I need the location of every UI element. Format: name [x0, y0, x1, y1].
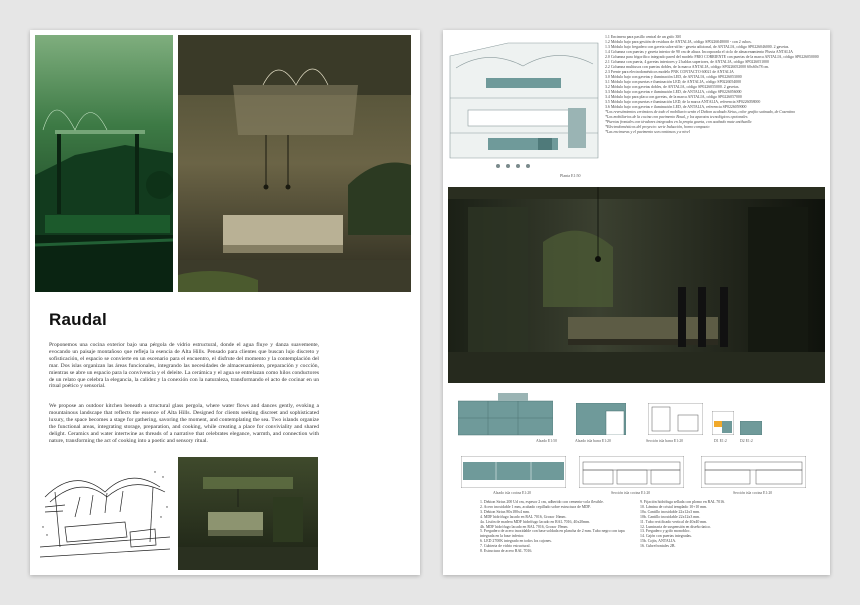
legend-item: 10. Lámina de cristal templado 10+10 mm. [640, 504, 708, 509]
legend-item: 4b. MDF hidrófugo lacado en RAL 7016, Grosor 19mm. [480, 524, 569, 529]
legend-item: *Puertas frontales con tiradores integrados en la propia gaveta, con acabado mate antihuella [605, 120, 752, 124]
left-page [30, 30, 420, 575]
legend-item: *Los revestimientos cerámicos de todo el mobiliario serán el Dekton acabado Sirius, color grafito satinado, de Cosentino [605, 110, 796, 114]
project-title: Raudal [49, 310, 107, 329]
floor-plan-drawing [448, 38, 600, 181]
detail-caption: D2 E1:2 [740, 439, 753, 443]
elevation-drawing [576, 403, 626, 435]
legend-item: 16. Cubrefrontales 2B. [640, 544, 676, 549]
legend-item: 1.4 Columna con puertas y gaveta interior de 90 cm de altura. Incorporada el ciclo de almacenamiento Pluvia ANTALIA [605, 50, 793, 54]
detail-drawing [740, 421, 762, 435]
legend-list-top [605, 35, 825, 183]
elevation-caption: Alzado isla cocina E1:20 [493, 491, 532, 495]
night-render-image [448, 187, 825, 383]
legend-item: 3.5 Módulo bajo con puertas e iluminación LED, de la marca ANTALIA, referencia SP0226058000 [605, 100, 761, 104]
legend-item: 13. Fregadero y grifo monobloc. [640, 529, 691, 534]
legend-item: 3.1 Módulo bajo con puertas e iluminación LED, de ANTALIA, código SP0226054000 [605, 80, 742, 84]
elevations-row-1 [458, 393, 818, 446]
legend-item: 12. Luminaria de suspensión en diseño único. [640, 524, 712, 529]
legend-item: 7. Cubierta de vidrio estructural. [480, 544, 531, 549]
elevation-caption: Sección isla barra E1:20 [646, 439, 684, 443]
section-caption: Sección isla cocina E1:20 [733, 491, 773, 495]
legend-item: 2.3 Frente para electrodomésticos modelo PNK CONTACTO 60021 de ANTALIA [605, 70, 734, 74]
legend-item: 2. Acero inoxidable 1 mm, acabado cepillado sobre estructura de MDF. [480, 504, 591, 509]
legend-item: 4a. Listón de madera MDF hidrófugo lacado en RAL 7016, 40x20mm. [480, 519, 591, 524]
elevation-drawing [461, 456, 566, 488]
legend-item: 1.2 Módulo bajo para gestión de residuos de ANTALIA, código SP0226048000 - con 2 cubos. [605, 40, 752, 44]
legend-item: 8. Estructura de acero RAL 7016. [480, 549, 533, 554]
legend-item: 3.4 Módulo bajo para placa con gavetas, de la marca ANTALIA, código SP0226057000 [605, 95, 742, 99]
description-spanish: Proponemos una cocina exterior bajo una pérgola de vidrio estructural, donde el agua fluye y danza suavemente, evocando un paisaje montañoso que refleja la esencia de Alta Hills. Pensado para clientes que buscan lujo discreto y sofisticación, el espacio se convierte en un escenario para el encuentro, el disfrute del momento y la contemplación del mar. Dos islas organizan las áreas funcionales, integrando las necesidades de almacenamiento, preparación y cocción, mientras se abre un espacio para la convivencia y el deleite. La cerámica y el agua se entrelazan como hilos conductores de un relato que celebra la elegancia, la calidez y la conexión con la naturaleza, transformando el acto de cocinar en un ritual poético y sensorial. [49, 342, 319, 390]
section-caption: Sección isla cocina E1:20 [611, 491, 651, 495]
legend-item: 3.3 Módulo bajo con gavetas e iluminación LED, de ANTALIA, código SP0226056000 [605, 90, 742, 94]
interior-render-image [178, 35, 411, 292]
legend-item: *Las encimeras y el pavimento son continuos y a nivel [605, 130, 690, 134]
exterior-render-image [35, 35, 173, 292]
legend-item: 10b. Cantillo inoxidable 22x12x3 mm. [640, 514, 701, 519]
legend-item: 1.1 Encimera para pasillo central de un grifo 3M [605, 35, 681, 39]
legend-item: 15b. Cojín, ANTALIA. [640, 539, 677, 544]
legend-item: 1. Dekton Sirius 200 Ud cm, espesor 2 cm, adherido con cemento-cola flexible. [480, 500, 604, 504]
detail-drawing [712, 411, 734, 435]
legend-item: 1.3 Módulo bajo fregadero con gaveta salva-sifón - gaveta adicional, de ANTALIA, código SP0226046000. 2 gavetas. [605, 45, 790, 49]
legend-item: 3.6 Módulo bajo con gavetas e iluminación LED, de ANTALIA, referencia SP0226059000 [605, 105, 747, 109]
elevation-caption: Alzado isla barra E1:20 [575, 439, 611, 443]
legend-item: 3.0 Módulo bajo con gavetas y iluminación LED, de ANTALIA, código SP0226053000 [605, 75, 742, 79]
legend-item: 14. Cajón con puertas integradas. [640, 534, 692, 539]
legend-item: 4. MDF hidrófugo lacado en RAL 7016, Grosor 16mm. [480, 514, 567, 519]
legend-item: *Electrodomésticos del proyecto: serie Inducción, horno compacto [605, 125, 710, 129]
legend-item: 3.2 Módulo bajo con gavetas dobles, de ANTALIA, código SP0226055000. 2 gavetas. [605, 85, 740, 89]
elevations-row-2 [461, 453, 816, 501]
legend-item: 9. Fijación hidrófuga sellada con plomo en RAL 7016. [640, 500, 726, 504]
elevation-caption: Alzado E1:50 [536, 439, 557, 443]
legend-item: 3. Dekton Sirius 80x180x4 mm. [480, 509, 530, 514]
model-render-image [178, 457, 318, 570]
legend-item: 5. Fregadero de acero inoxidable con base soldada en plancha de 2 mm. Tubo negro con tapa integrada en la base inferior. [480, 529, 625, 539]
description-english: We propose an outdoor kitchen beneath a structural glass pergola, where water flows and dances gently, evoking a mountainous landscape that reflects the essence of Alta Hills. Designed for clients seeking discreet and sophisticated luxury, the space becomes a stage for gathering, savoring the moment, and contemplating the sea. Two islands organize the functional areas, integrating storage, preparation, and cooking, while creating a place for conviviality and shared delight. Ceramics and water intertwine as threads of a narrative that celebrates elegance, warmth, and connection with nature, transforming the act of cooking into a poetic and sensory ritual. [49, 403, 319, 444]
detail-caption: D1 E1:2 [714, 439, 727, 443]
elevation-drawing [648, 403, 703, 435]
legend-list-bottom [480, 500, 790, 572]
plan-caption: Planta E1:50 [560, 173, 581, 178]
section-drawing [701, 456, 806, 488]
legend-item: *Los mobiliarios de la cocina con pavimento Bosal, y los aparatos tecnológicos opcionales [605, 115, 748, 119]
legend-item: 2.0 Columna para frigorífico integrado pared del modelo FRIO CORRIENTE con puertas de la marca ANTALIA, código SP0226050000 [605, 55, 819, 59]
elevation-drawing [458, 393, 553, 438]
legend-item: 11. Tubo rectificado vertical de 40x40 mm. [640, 519, 708, 524]
legend-item: 2.2 Columna multiusos con puertas dobles, de la marca ANTALIA, código SP0226052000 60x60x78 cm. [605, 65, 770, 69]
section-drawing [579, 456, 684, 488]
legend-item: 2.1 Columna con puerta, 4 gavetas interiores y 2 baldas superiores, de ANTALIA, código SP0226051000 [605, 60, 769, 64]
right-page [443, 30, 830, 575]
legend-item: 10a. Cantillo inoxidable 22x12x3 mm. [640, 509, 701, 514]
legend-item: 6. LED 2700K integrado en todos los cajones. [480, 539, 552, 544]
concept-sketch-image [35, 457, 177, 570]
